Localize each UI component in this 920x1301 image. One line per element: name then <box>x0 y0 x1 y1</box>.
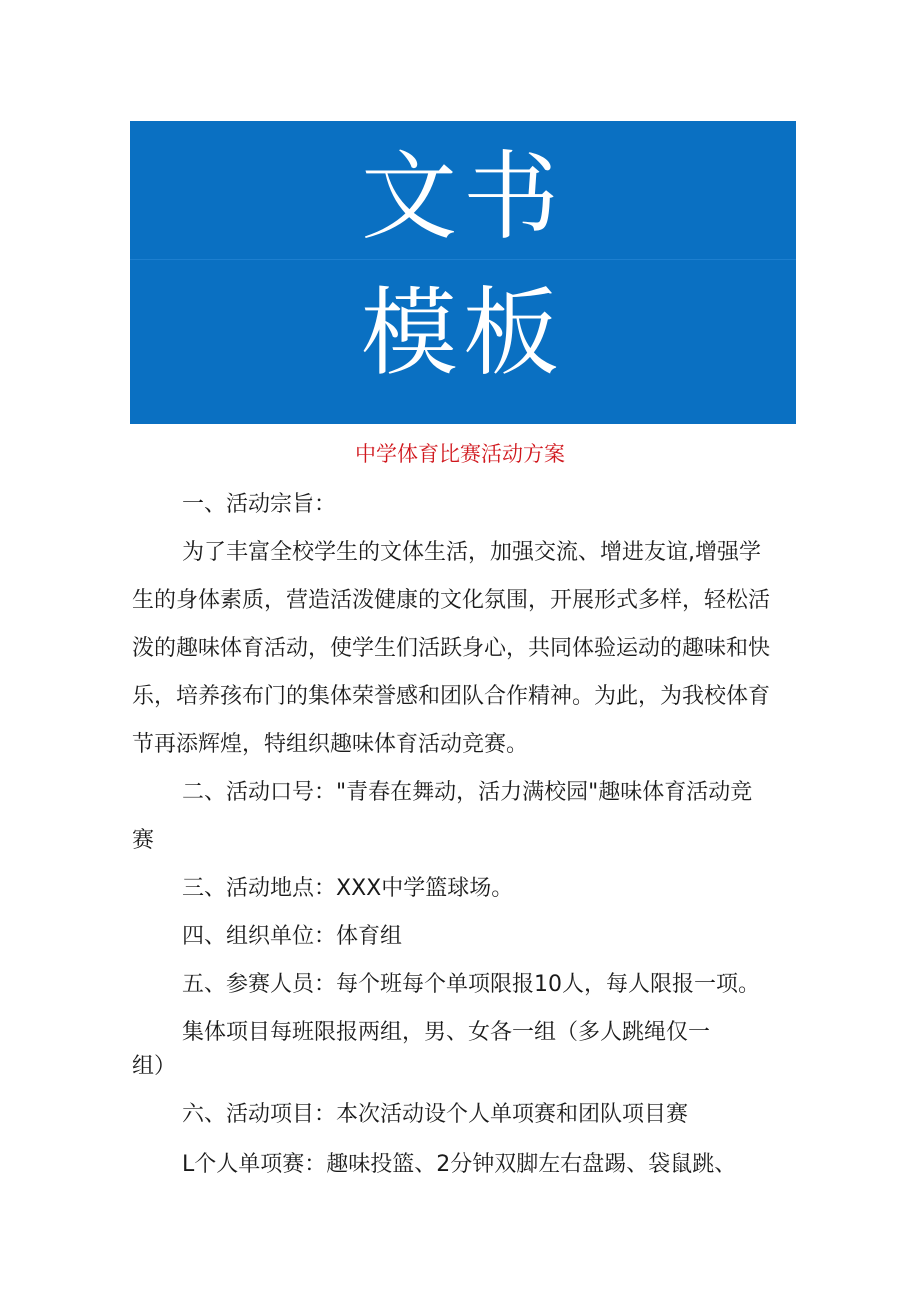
section-5-continuation-line: 组） <box>132 1054 177 1079</box>
banner-divider <box>130 259 796 260</box>
cover-title-line-1: 文书 <box>361 141 565 253</box>
section-1-paragraph-line: 乐，培养孩布门的集体荣誉感和团队合作精神。为此，为我校体育 <box>132 684 771 709</box>
section-6-item-1: L个人单项赛：趣味投篮、2分钟双脚左右盘踢、袋鼠跳、 <box>182 1152 737 1177</box>
section-6-events: 六、活动项目：本次活动设个人单项赛和团队项目赛 <box>182 1102 689 1127</box>
section-4-organizer: 四、组织单位：体育组 <box>182 924 403 949</box>
cover-title-line-2: 模板 <box>361 277 565 389</box>
section-2-slogan-line: 赛 <box>132 828 155 853</box>
section-1-paragraph-line: 生的身体素质，营造活泼健康的文化氛围，开展形式多样，轻松活 <box>132 588 771 613</box>
document-title: 中学体育比赛活动方案 <box>355 442 565 466</box>
section-3-venue: 三、活动地点：XXX中学篮球场。 <box>182 876 514 901</box>
section-1-heading: 一、活动宗旨： <box>182 492 337 517</box>
section-1-paragraph-line: 为了丰富全校学生的文体生活，加强交流、增进友谊,增强学 <box>182 540 761 565</box>
section-2-slogan-line: 二、活动口号："青春在舞动，活力满校园"趣味体育活动竞 <box>182 780 753 805</box>
section-1-paragraph-line: 节再添辉煌，特组织趣味体育活动竞赛。 <box>132 732 529 757</box>
section-1-paragraph-line: 泼的趣味体育活动，使学生们活跃身心，共同体验运动的趣味和快 <box>132 636 771 661</box>
cover-banner <box>130 121 796 424</box>
section-5-continuation-line: 集体项目每班限报两组，男、女各一组（多人跳绳仅一 <box>182 1020 711 1045</box>
section-5-participants: 五、参赛人员：每个班每个单项限报10人，每人限报一项。 <box>182 972 760 997</box>
